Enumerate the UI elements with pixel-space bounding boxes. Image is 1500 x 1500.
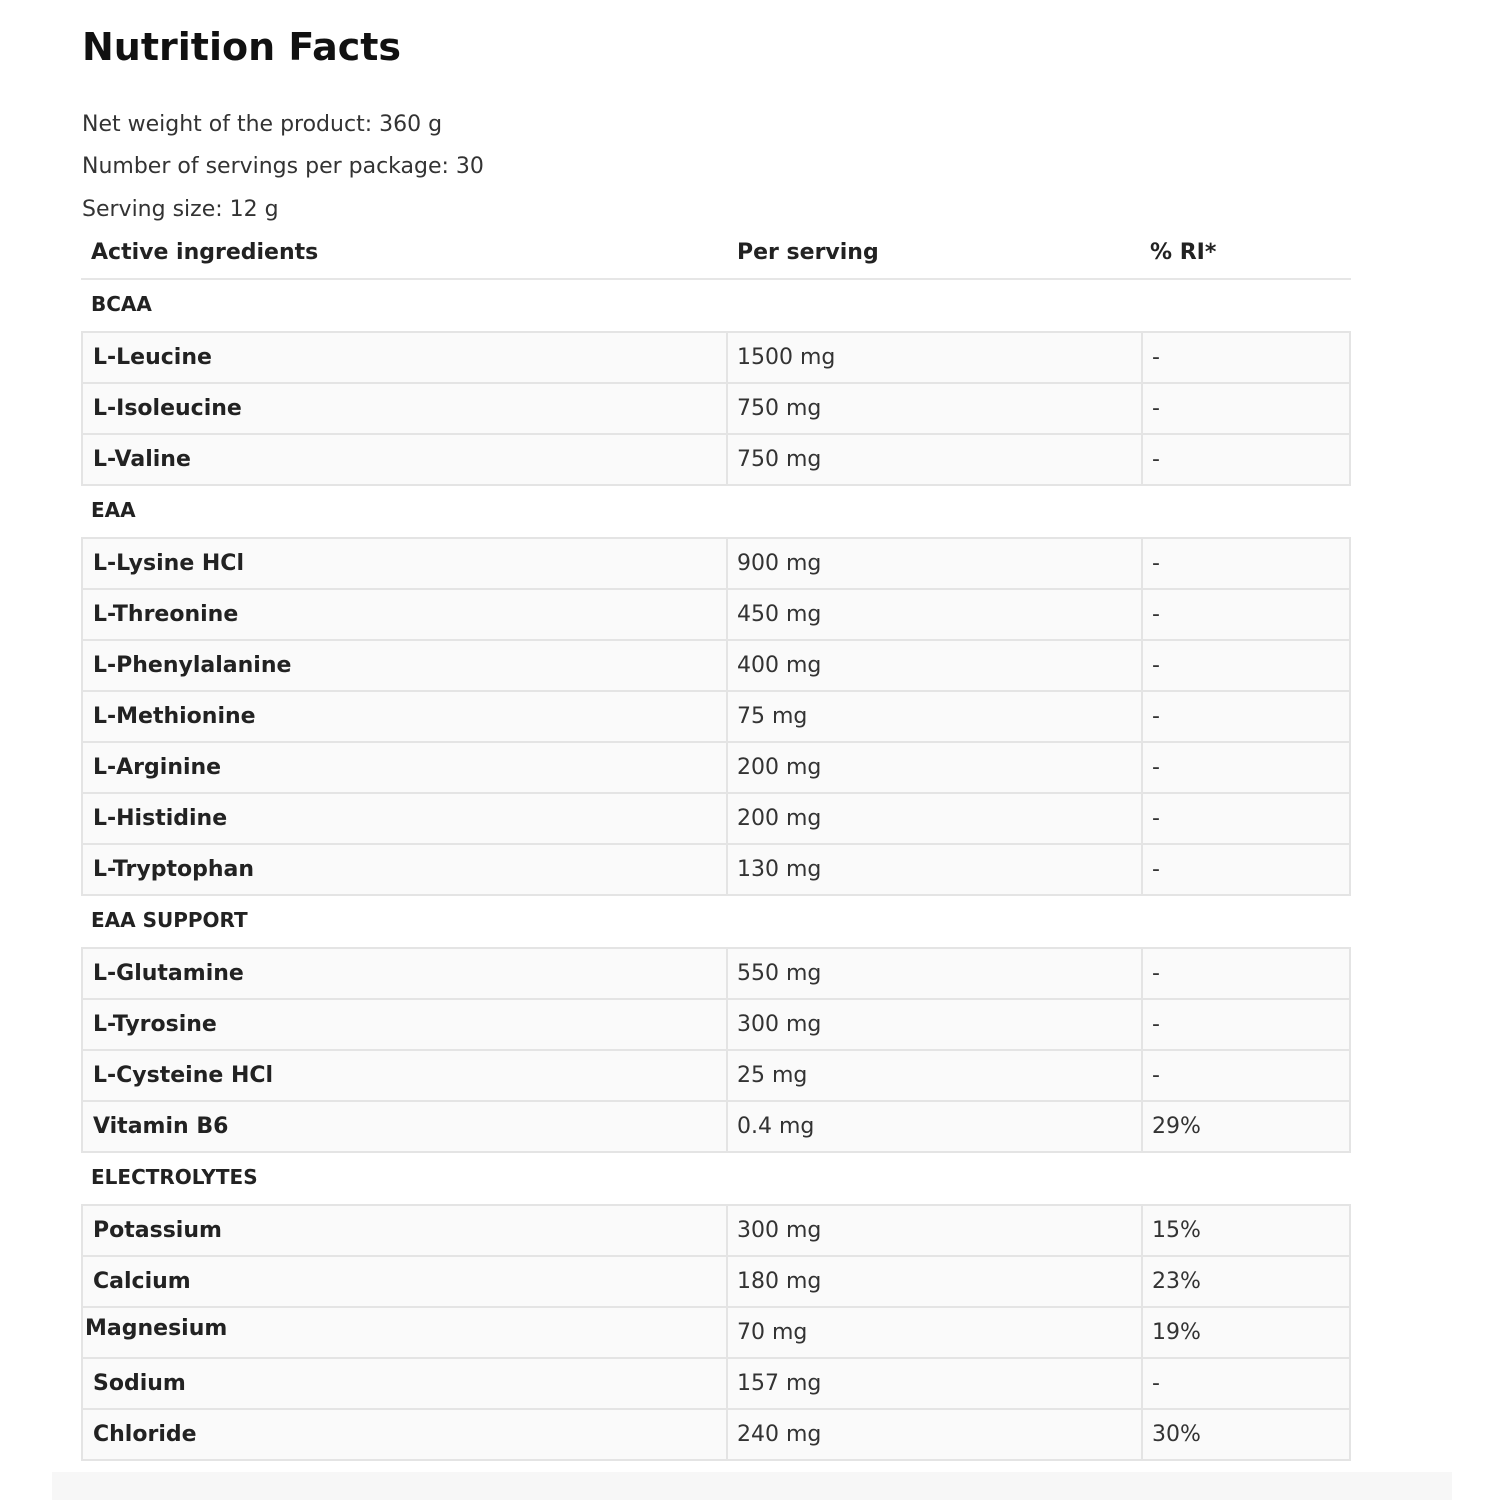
- ingredient-name: L-Glutamine: [83, 949, 728, 998]
- table-row: [83, 741, 1349, 792]
- ingredient-amount: 25 mg: [728, 1051, 1143, 1100]
- serving-size-text: Serving size: 12 g: [82, 197, 279, 222]
- ingredient-name: L-Arginine: [83, 743, 728, 792]
- ingredient-ri: -: [1152, 396, 1160, 421]
- table-row: [83, 690, 1349, 741]
- table-row: [83, 792, 1349, 843]
- group-eaa: [81, 486, 1351, 896]
- ingredient-ri: -: [1152, 447, 1160, 472]
- ingredient-name: Calcium: [83, 1257, 728, 1306]
- ingredient-ri: -: [1152, 653, 1160, 678]
- table-row: [83, 433, 1349, 484]
- table-row: [83, 1100, 1349, 1151]
- ingredient-name: Magnesium: [83, 1308, 728, 1357]
- ingredient-amount: 70 mg: [728, 1308, 1143, 1357]
- group-label: EAA: [91, 498, 136, 522]
- ingredient-name: L-Cysteine HCl: [83, 1051, 728, 1100]
- table-row: [83, 1357, 1349, 1408]
- header-ri: % RI*: [1150, 240, 1217, 265]
- table-header: [81, 230, 1351, 280]
- header-per-serving: Per serving: [737, 240, 879, 265]
- group-grid: [81, 1204, 1351, 1461]
- ingredient-name: L-Leucine: [83, 333, 728, 382]
- ingredient-amount: 240 mg: [728, 1410, 1143, 1459]
- ingredient-ri: 29%: [1152, 1114, 1201, 1139]
- ingredient-name: Chloride: [83, 1410, 728, 1459]
- ingredient-ri: -: [1152, 551, 1160, 576]
- ingredient-name: L-Isoleucine: [83, 384, 728, 433]
- ingredient-name: L-Threonine: [83, 590, 728, 639]
- table-row: [83, 1408, 1349, 1459]
- ingredient-name: L-Tyrosine: [83, 1000, 728, 1049]
- ingredient-name: L-Lysine HCl: [83, 539, 728, 588]
- table-row: [83, 998, 1349, 1049]
- table-row: [83, 843, 1349, 894]
- ingredient-amount: 750 mg: [728, 435, 1143, 484]
- ingredient-amount: 157 mg: [728, 1359, 1143, 1408]
- group-grid: [81, 537, 1351, 896]
- ingredient-ri: -: [1152, 961, 1160, 986]
- table-row: [83, 539, 1349, 588]
- group-eaa-support: [81, 896, 1351, 1153]
- table-row: [83, 1206, 1349, 1255]
- ingredient-amount: 550 mg: [728, 949, 1143, 998]
- ingredient-ri: -: [1152, 704, 1160, 729]
- group-label: ELECTROLYTES: [91, 1165, 258, 1189]
- ingredient-ri: 30%: [1152, 1422, 1201, 1447]
- ingredient-ri: -: [1152, 1063, 1160, 1088]
- ingredient-amount: 200 mg: [728, 743, 1143, 792]
- ingredient-name: L-Methionine: [83, 692, 728, 741]
- table-row: [83, 1255, 1349, 1306]
- ingredient-name: L-Tryptophan: [83, 845, 728, 894]
- page-title: Nutrition Facts: [82, 25, 402, 69]
- ingredient-amount: 400 mg: [728, 641, 1143, 690]
- ingredient-name: Vitamin B6: [83, 1102, 728, 1151]
- ingredient-name: L-Phenylalanine: [83, 641, 728, 690]
- ingredient-ri: -: [1152, 1012, 1160, 1037]
- ingredient-name: Sodium: [83, 1359, 728, 1408]
- group-label: BCAA: [91, 292, 152, 316]
- ingredient-ri: -: [1152, 602, 1160, 627]
- ingredient-amount: 130 mg: [728, 845, 1143, 894]
- ingredient-amount: 450 mg: [728, 590, 1143, 639]
- ingredient-amount: 900 mg: [728, 539, 1143, 588]
- servings-text: Number of servings per package: 30: [82, 154, 484, 179]
- group-grid: [81, 947, 1351, 1153]
- ingredient-amount: 750 mg: [728, 384, 1143, 433]
- ingredient-name: L-Histidine: [83, 794, 728, 843]
- table-row: [83, 639, 1349, 690]
- table-row: [83, 1049, 1349, 1100]
- ingredient-name: Potassium: [83, 1206, 728, 1255]
- table-row: [83, 588, 1349, 639]
- footer-band: [52, 1472, 1452, 1500]
- header-active-ingredients: Active ingredients: [91, 240, 319, 265]
- table-row: [83, 949, 1349, 998]
- ingredient-amount: 0.4 mg: [728, 1102, 1143, 1151]
- ingredient-ri: -: [1152, 857, 1160, 882]
- ingredient-amount: 300 mg: [728, 1206, 1143, 1255]
- ingredient-ri: -: [1152, 806, 1160, 831]
- ingredient-amount: 200 mg: [728, 794, 1143, 843]
- ingredient-ri: 23%: [1152, 1269, 1201, 1294]
- net-weight-text: Net weight of the product: 360 g: [82, 112, 443, 137]
- group-grid: [81, 331, 1351, 486]
- table-row: [83, 1306, 1349, 1357]
- ingredient-amount: 180 mg: [728, 1257, 1143, 1306]
- ingredient-ri: -: [1152, 345, 1160, 370]
- ingredient-ri: -: [1152, 755, 1160, 780]
- ingredient-amount: 75 mg: [728, 692, 1143, 741]
- ingredient-name: L-Valine: [83, 435, 728, 484]
- table-row: [83, 333, 1349, 382]
- group-label: EAA SUPPORT: [91, 908, 248, 932]
- ingredient-ri: 15%: [1152, 1218, 1201, 1243]
- group-electrolytes: [81, 1153, 1351, 1461]
- ingredient-amount: 1500 mg: [728, 333, 1143, 382]
- ingredient-amount: 300 mg: [728, 1000, 1143, 1049]
- ingredient-ri: -: [1152, 1371, 1160, 1396]
- table-row: [83, 382, 1349, 433]
- nutrition-table: [81, 230, 1351, 1461]
- ingredient-ri: 19%: [1152, 1320, 1201, 1345]
- group-bcaa: [81, 280, 1351, 486]
